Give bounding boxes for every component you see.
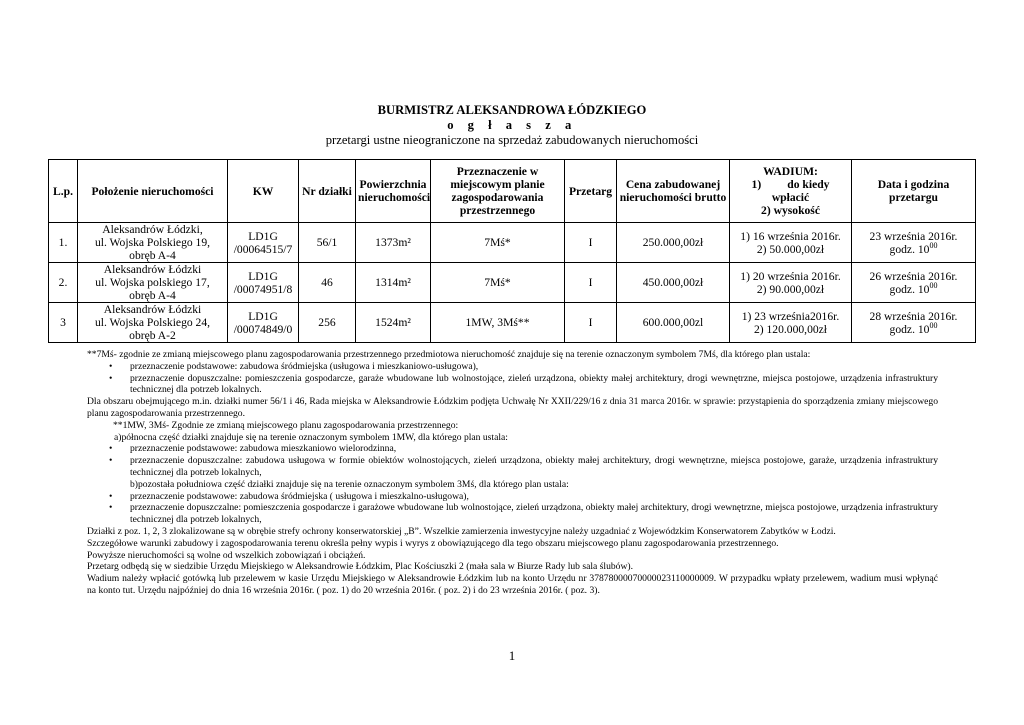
- cell-lp: 2.: [49, 263, 78, 303]
- cell-time: [854, 320, 973, 336]
- cell-wadium: [730, 223, 852, 263]
- header-wadium-title: WADIUM:: [763, 165, 818, 178]
- header-area: Powierzchnia nieruchomości: [356, 160, 431, 223]
- cell-kw-line1: LD1G: [248, 229, 278, 243]
- table-row: [49, 223, 976, 263]
- table-row: [49, 263, 976, 303]
- property-table: [48, 159, 976, 343]
- cell-plot: 46: [299, 263, 356, 303]
- cell-time-hour: godz. 10: [889, 242, 930, 256]
- cell-wadium: [730, 263, 852, 303]
- cell-kw: [228, 223, 299, 263]
- note-7ms-intro: **7Mś- zgodnie ze zmianą miejscowego planu zagospodarowania przestrzennego przedmiotowa nieruchomość znajduje się na terenie oznaczonym symbolem 7Mś, dla którego plan ustala:: [87, 349, 811, 360]
- cell-location-line3: obręb A-4: [129, 249, 176, 262]
- note-paragraph: Przetarg odbędą się w siedzibie Urzędu Miejskiego w Aleksandrowie Łódzkim, Plac Kościuszki 2 (mała sala w Biurze Rady lub sala ślubów).: [87, 561, 633, 573]
- header-tender: Przetarg: [565, 160, 617, 223]
- cell-time-hour: godz. 10: [889, 322, 930, 336]
- header-plot: Nr działki: [299, 160, 356, 223]
- cell-wadium-deadline: 1) 23 września2016r.: [741, 309, 840, 323]
- cell-wadium: [730, 303, 852, 343]
- cell-location-line3: obręb A-2: [129, 329, 176, 342]
- cell-time-minutes: 00: [929, 240, 938, 250]
- cell-kw-line2: /00074849/0: [233, 322, 293, 336]
- cell-wadium-amount: 2) 90.000,00zł: [756, 282, 825, 296]
- header-location: Położenie nieruchomości: [78, 160, 228, 223]
- cell-time: [854, 280, 973, 296]
- cell-price: 600.000,00zl: [617, 303, 730, 343]
- cell-location-line1: Aleksandrów Łódzki,: [102, 223, 203, 236]
- note-paragraph: Powyższe nieruchomości są wolne od wszelkich zobowiązań i obciążeń.: [87, 549, 366, 561]
- note-bullet: • przeznaczenie podstawowe: zabudowa śródmiejska ( usługowa i mieszkalno-usługowa),: [87, 491, 938, 503]
- cell-kw-line1: LD1G: [248, 269, 278, 283]
- cell-wadium-deadline: 1) 20 września 2016r.: [740, 269, 841, 283]
- cell-lp: 3: [49, 303, 78, 343]
- cell-area: 1524m²: [356, 303, 431, 343]
- cell-datetime: [852, 263, 976, 303]
- cell-price: 250.000,00zł: [617, 223, 730, 263]
- cell-location-line1: Aleksandrów Łódzki: [103, 303, 202, 316]
- table-row: [49, 303, 976, 343]
- header-wadium: [730, 160, 852, 223]
- cell-price: 450.000,00zł: [617, 263, 730, 303]
- note-bullet: • przeznaczenie dopuszczalne: zabudowa usługowa w formie obiektów wolnostojących, zieleń urządzona, obiekty małej architektury, drogi wewnętrzne, miejsca postojowe, garaże, urządzenia infrastruktury technicznej dla potrzeb lokalnych,: [87, 455, 938, 479]
- note-paragraph: Dla obszaru obejmującego m.in. działki numer 56/1 i 46, Rada miejska w Aleksandrowie Łódzkim podjęta Uchwałę Nr XXII/229/16 z dnia 31 marca 2016r. w sprawie: przystąpienia do sporządzenia zmiany miejscowego planu zagospodarowania przestrzennego.: [87, 396, 938, 419]
- header-datetime: Data i godzina przetargu: [852, 160, 976, 223]
- cell-lp: 1.: [49, 223, 78, 263]
- cell-location-line2: ul. Wojska Polskiego 19,: [94, 236, 211, 249]
- cell-time-minutes: 00: [929, 280, 938, 290]
- cell-kw: [228, 303, 299, 343]
- header-lp: L.p.: [49, 160, 78, 223]
- cell-purpose: 1MW, 3Mś**: [431, 303, 565, 343]
- cell-location-line1: Aleksandrów Łódzki: [103, 263, 202, 276]
- cell-datetime: [852, 223, 976, 263]
- cell-wadium-amount: 2) 120.000,00zł: [753, 322, 828, 336]
- header-purpose: Przeznaczenie w miejscowym planie zagospodarowania przestrzennego: [431, 160, 565, 223]
- cell-time: [854, 240, 973, 256]
- cell-tender: I: [565, 263, 617, 303]
- note-paragraph: Szczegółowe warunki zabudowy i zagospodarowania terenu określa pełny wypis i wyrys z obowiązującego dla tego obszaru miejscowego planu zagospodarowania przestrzennego.: [87, 537, 779, 549]
- cell-date: 26 września 2016r.: [869, 269, 958, 283]
- announcement-subtitle: o g ł a s z a: [447, 118, 577, 132]
- cell-location: [78, 223, 228, 263]
- cell-date: 28 września 2016r.: [869, 309, 958, 323]
- header-kw: KW: [228, 160, 299, 223]
- notes-section: [87, 349, 938, 597]
- cell-location: [78, 303, 228, 343]
- cell-plot: 56/1: [299, 223, 356, 263]
- cell-purpose: 7Mś*: [431, 223, 565, 263]
- header-wadium-item2: 2) wysokość: [761, 204, 820, 217]
- announcement-title: BURMISTRZ ALEKSANDROWA ŁÓDZKIEGO: [377, 103, 647, 117]
- cell-tender: I: [565, 223, 617, 263]
- header-wadium-item1: 1) do kiedy wpłacić: [751, 178, 833, 204]
- cell-kw-line1: LD1G: [248, 309, 278, 323]
- cell-kw-line2: /00064515/7: [233, 242, 293, 256]
- cell-plot: 256: [299, 303, 356, 343]
- cell-tender: I: [565, 303, 617, 343]
- cell-purpose: 7Mś*: [431, 263, 565, 303]
- note-1mw-intro: **1MW, 3Mś- Zgodnie ze zmianą miejscowego planu zagospodarowania przestrzennego:: [113, 419, 459, 431]
- note-bullet: • przeznaczenie dopuszczalne: pomieszczenia gospodarcze, garaże wbudowane lub wolnostojące, zieleń urządzona, obiekty małej architektury, drogi wewnętrzne, miejsca postojowe, urządzenia infrastruktury technicznej dla potrzeb lokalnych.: [87, 373, 938, 397]
- cell-location-line3: obręb A-4: [129, 289, 176, 302]
- cell-area: 1373m²: [356, 223, 431, 263]
- cell-location-line2: ul. Wojska polskiego 17,: [95, 276, 210, 289]
- note-paragraph: Działki z poz. 1, 2, 3 zlokalizowane są w obrębie strefy ochrony konserwatorskiej „B”. Wszelkie zamierzenia inwestycyjne należy uzgadniać z Wojewódzkim Konserwatorem Zabytków w Łodzi.: [87, 525, 836, 537]
- announcement-lead: przetargi ustne nieograniczone na sprzedaż zabudowanych nieruchomości: [325, 133, 699, 147]
- cell-area: 1314m²: [356, 263, 431, 303]
- cell-location: [78, 263, 228, 303]
- cell-wadium-deadline: 1) 16 września 2016r.: [740, 229, 841, 243]
- note-sub-a: a)północna część działki znajduje się na terenie oznaczonym symbolem 1MW, dla którego plan ustala:: [114, 431, 508, 443]
- note-bullet: • przeznaczenie podstawowe: zabudowa mieszkaniowo wielorodzinna,: [87, 443, 938, 455]
- cell-datetime: [852, 303, 976, 343]
- cell-wadium-amount: 2) 50.000,00zł: [756, 242, 825, 256]
- note-bullet: • przeznaczenie dopuszczalne: pomieszczenia gospodarcze i garażowe wbudowane lub wolnostojące, zieleń urządzona, obiekty małej architektury, drogi wewnętrzne, miejsca postojowe, urządzenia infrastruktury technicznej dla potrzeb lokalnych,: [87, 502, 938, 526]
- cell-time-minutes: 00: [929, 320, 938, 330]
- header-price: Cena zabudowanej nieruchomości brutto: [617, 160, 730, 223]
- cell-kw: [228, 263, 299, 303]
- page-number: 1: [508, 648, 516, 663]
- cell-location-line2: ul. Wojska Polskiego 24,: [94, 316, 211, 329]
- cell-kw-line2: /00074951/8: [233, 282, 293, 296]
- note-sub-b: b)pozostała południowa część działki znajduje się na terenie oznaczonym symbolem 3Mś, dla którego plan ustala:: [130, 478, 569, 490]
- cell-date: 23 września 2016r.: [869, 229, 958, 243]
- note-bullet: • przeznaczenie podstawowe: zabudowa śródmiejska (usługowa i mieszkaniowo-usługowa),: [87, 361, 938, 373]
- cell-time-hour: godz. 10: [889, 282, 930, 296]
- table-header-row: [49, 160, 976, 223]
- note-paragraph: Wadium należy wpłacić gotówką lub przelewem w kasie Urzędu Miejskiego w Aleksandrowie Łódzkim lub na konto Urzędu nr 37878000070000023110000009. W przypadku wpłaty przelewem, wadium musi wpłynąć na konto tut. Urzędu najpóźniej do dnia 16 września 2016r. ( poz. 1) do 20 września 2016r. ( poz. 2) i do 23 września 2016r. ( poz. 3).: [87, 573, 938, 596]
